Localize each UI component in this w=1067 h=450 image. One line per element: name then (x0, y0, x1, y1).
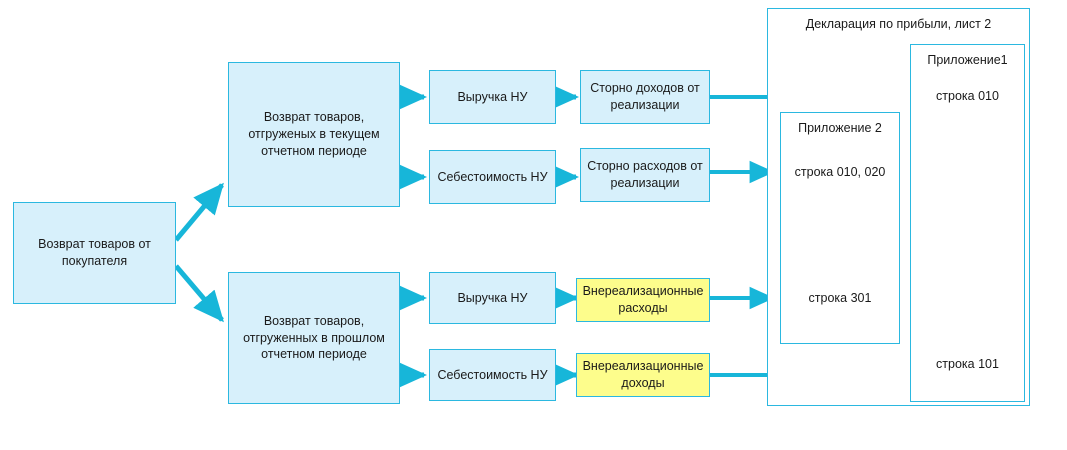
container-appendix1 (910, 44, 1025, 402)
node-storno-income: Сторно доходов от реализации (580, 70, 710, 124)
node-revenue-past: Выручка НУ (429, 272, 556, 324)
node-branch-past: Возврат товаров, отгруженных в прошлом отчетном периоде (228, 272, 400, 404)
node-storno-expense: Сторно расходов от реализации (580, 148, 710, 202)
container-declaration-title: Декларация по прибыли, лист 2 (805, 17, 992, 31)
container-appendix1-title: Приложение1 (927, 53, 1008, 67)
node-source: Возврат товаров от покупателя (13, 202, 176, 304)
appendix2-line-010-020: строка 010, 020 (794, 165, 886, 179)
node-non-operating-expense: Внереализационные расходы (576, 278, 710, 322)
node-cost-current: Себестоимость НУ (429, 150, 556, 204)
node-cost-past: Себестоимость НУ (429, 349, 556, 401)
container-appendix2-title: Приложение 2 (798, 121, 882, 135)
appendix1-line-101: строка 101 (936, 357, 999, 371)
node-non-operating-income: Внереализационные доходы (576, 353, 710, 397)
node-branch-current: Возврат товаров, отгруженых в текущем отчетном периоде (228, 62, 400, 207)
appendix2-line-301: строка 301 (808, 291, 872, 305)
container-appendix2 (780, 112, 900, 344)
appendix1-line-010: строка 010 (936, 89, 999, 103)
node-revenue-current: Выручка НУ (429, 70, 556, 124)
